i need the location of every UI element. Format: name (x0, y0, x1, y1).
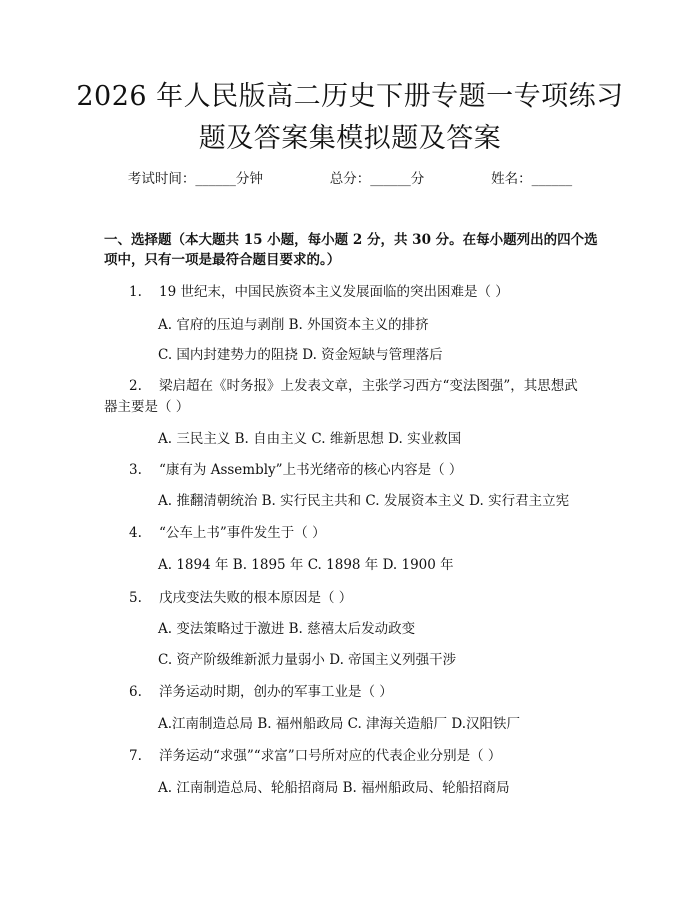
question-6-options-row1: A.江南制造总局 B. 福州船政局 C. 津海关造船厂 D.汉阳铁厂 (158, 716, 520, 732)
question-2 (104, 376, 600, 396)
question-5 (104, 588, 600, 608)
question-2-text-continued: 器主要是（ ） (104, 399, 190, 415)
question-number: 6. (129, 684, 142, 700)
question-text: “公车上书”事件发生于（ ） (159, 525, 326, 541)
page-title-line1: 2026 年人民版高二历史下册专题一专项练习 (76, 81, 624, 112)
question-text: 梁启超在《时务报》上发表文章，主张学习西方“变法图强”，其思想武 (159, 378, 578, 394)
question-3 (104, 460, 600, 480)
question-7 (104, 746, 600, 766)
question-1-options-row2: C. 国内封建势力的阻挠 D. 资金短缺与管理落后 (158, 347, 443, 363)
question-text: 19 世纪末，中国民族资本主义发展面临的突出困难是（ ） (159, 284, 509, 300)
question-5-options-row1: A. 变法策略过于激进 B. 慈禧太后发动政变 (158, 621, 416, 637)
question-number: 2. (129, 378, 142, 394)
question-6 (104, 682, 600, 702)
question-1 (104, 282, 600, 302)
question-number: 3. (129, 462, 142, 478)
exam-info: 考试时间：______分钟 总分：______分 姓名：______ (127, 171, 573, 187)
question-text: 洋务运动“求强”“求富”口号所对应的代表企业分别是（ ） (159, 748, 502, 764)
question-number: 1. (129, 284, 142, 300)
question-text: 戊戌变法失败的根本原因是（ ） (159, 590, 353, 606)
question-text: 洋务运动时期，创办的军事工业是（ ） (159, 684, 393, 700)
question-2-options-row1: A. 三民主义 B. 自由主义 C. 维新思想 D. 实业救国 (158, 431, 462, 447)
question-number: 5. (129, 590, 142, 606)
question-4-options-row1: A. 1894 年 B. 1895 年 C. 1898 年 D. 1900 年 (158, 557, 454, 573)
question-number: 7. (129, 748, 142, 764)
question-1-options-row1: A. 官府的压迫与剥削 B. 外国资本主义的排挤 (158, 317, 429, 333)
question-text: “康有为 Assembly”上书光绪帝的核心内容是（ ） (159, 462, 463, 478)
question-3-options-row1: A. 推翻清朝统治 B. 实行民主共和 C. 发展资本主义 D. 实行君主立宪 (158, 493, 570, 509)
question-4 (104, 523, 600, 543)
section-heading-line2: 项中，只有一项是最符合题目要求的。） (104, 252, 341, 268)
question-number: 4. (129, 525, 142, 541)
question-5-options-row2: C. 资产阶级维新派力量弱小 D. 帝国主义列强干涉 (158, 652, 457, 668)
question-7-options-row1: A. 江南制造总局、轮船招商局 B. 福州船政局、轮船招商局 (158, 780, 510, 796)
page-title-line2: 题及答案集模拟题及答案 (198, 123, 502, 154)
section-heading-line1: 一、选择题（本大题共 15 小题，每小题 2 分，共 30 分。在每小题列出的四个选 (104, 232, 598, 248)
